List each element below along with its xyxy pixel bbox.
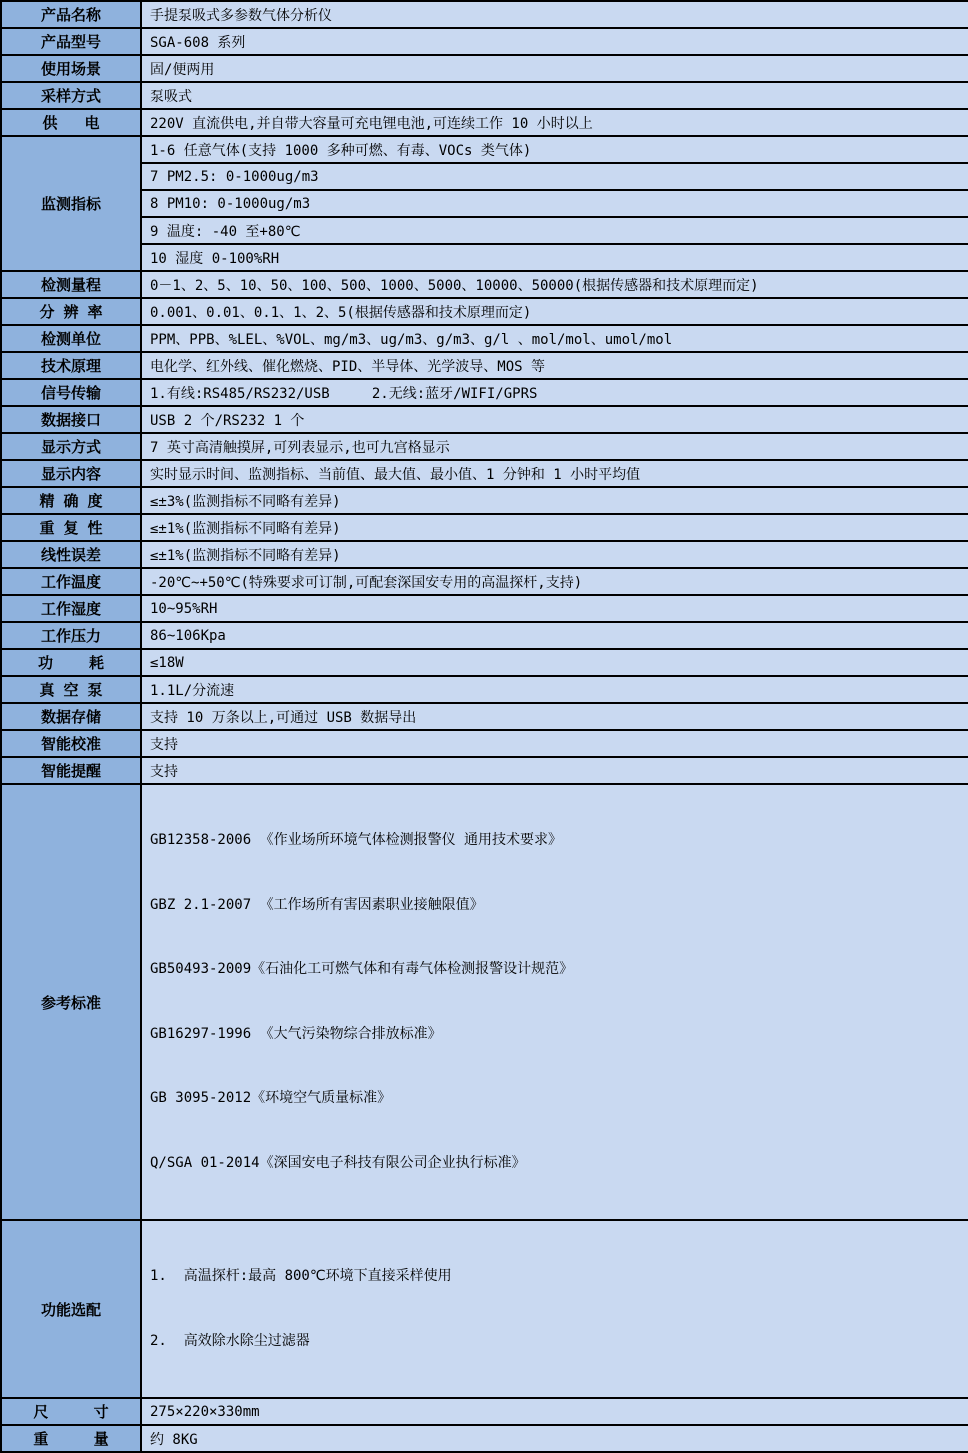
table-row-display-mode — [1, 433, 968, 460]
spec-value: 7 PM2.5: 0-1000ug/m3 — [141, 163, 968, 190]
spec-label: 线性误差 — [1, 541, 141, 568]
spec-value: SGA-608 系列 — [141, 28, 968, 55]
table-row-working-humidity — [1, 595, 968, 622]
spec-value: 9 温度: -40 至+80℃ — [141, 217, 968, 244]
spec-label: 尺 寸 — [1, 1398, 141, 1425]
spec-value: 10 湿度 0-100%RH — [141, 244, 968, 271]
spec-label: 精 确 度 — [1, 487, 141, 514]
table-row-working-temperature — [1, 568, 968, 595]
spec-value: 1-6 任意气体(支持 1000 多种可燃、有毒、VOCs 类气体) — [141, 136, 968, 163]
spec-label: 智能校准 — [1, 730, 141, 757]
standard-line: GB16297-1996 《大气污染物综合排放标准》 — [150, 1025, 442, 1042]
spec-label: 功 耗 — [1, 649, 141, 676]
table-row-power-consumption — [1, 649, 968, 676]
spec-label: 重 量 — [1, 1425, 141, 1452]
table-row-signal-transmission — [1, 379, 968, 406]
table-row-repeatability — [1, 514, 968, 541]
spec-label: 检测单位 — [1, 325, 141, 352]
spec-value: USB 2 个/RS232 1 个 — [141, 406, 968, 433]
spec-label: 采样方式 — [1, 82, 141, 109]
table-row-sampling-method — [1, 82, 968, 109]
table-row-detection-unit — [1, 325, 968, 352]
table-row-dimensions — [1, 1398, 968, 1425]
standard-line: GB 3095-2012《环境空气质量标准》 — [150, 1090, 392, 1106]
spec-label: 功能选配 — [1, 1220, 141, 1398]
spec-value: 10~95%RH — [141, 595, 968, 622]
spec-value: 约 8KG — [141, 1425, 968, 1452]
spec-value: 固/便两用 — [141, 55, 968, 82]
spec-value: 86~106Kpa — [141, 622, 968, 649]
table-row-weight — [1, 1425, 968, 1452]
standard-line: GBZ 2.1-2007 《工作场所有害因素职业接触限值》 — [150, 896, 484, 913]
spec-label: 数据接口 — [1, 406, 141, 433]
table-row-detection-range — [1, 271, 968, 298]
spec-label: 信号传输 — [1, 379, 141, 406]
spec-value: -20℃~+50℃(特殊要求可订制,可配套深国安专用的高温探杆,支持) — [141, 568, 968, 595]
spec-value — [141, 784, 968, 1220]
table-row-model — [1, 28, 968, 55]
spec-value: 支持 — [141, 730, 968, 757]
spec-value: 泵吸式 — [141, 82, 968, 109]
spec-label: 参考标准 — [1, 784, 141, 1220]
spec-value: 电化学、红外线、催化燃烧、PID、半导体、光学波导、MOS 等 — [141, 352, 968, 379]
table-row-working-pressure — [1, 622, 968, 649]
spec-value: 275×220×330mm — [141, 1398, 968, 1425]
spec-value — [141, 1220, 968, 1398]
spec-value: 支持 — [141, 757, 968, 784]
spec-label: 供 电 — [1, 109, 141, 136]
table-row-resolution — [1, 298, 968, 325]
spec-label: 技术原理 — [1, 352, 141, 379]
table-row-accuracy — [1, 487, 968, 514]
table-row-optional-features — [1, 1220, 968, 1398]
spec-label: 工作温度 — [1, 568, 141, 595]
spec-value: ≤±3%(监测指标不同略有差异) — [141, 487, 968, 514]
spec-label: 智能提醒 — [1, 757, 141, 784]
table-row-monitor-temperature — [1, 217, 968, 244]
table-row-monitor-humidity — [1, 244, 968, 271]
spec-value: PPM、PPB、%LEL、%VOL、mg/m3、ug/m3、g/m3、g/l 、mol/mol、umol/mol — [141, 325, 968, 352]
spec-value: 7 英寸高清触摸屏,可列表显示,也可九宫格显示 — [141, 433, 968, 460]
table-row-monitor-pm10 — [1, 190, 968, 217]
spec-value: 0.001、0.01、0.1、1、2、5(根据传感器和技术原理而定) — [141, 298, 968, 325]
spec-label: 监测指标 — [1, 136, 141, 271]
table-row-monitor-indicators — [1, 136, 968, 163]
spec-label: 产品名称 — [1, 1, 141, 28]
spec-value: ≤±1%(监测指标不同略有差异) — [141, 514, 968, 541]
table-row-data-storage — [1, 703, 968, 730]
spec-label: 分 辨 率 — [1, 298, 141, 325]
table-row-product-name — [1, 1, 968, 28]
spec-label: 重 复 性 — [1, 514, 141, 541]
spec-value: 220V 直流供电,并自带大容量可充电锂电池,可连续工作 10 小时以上 — [141, 109, 968, 136]
standard-line: GB50493-2009《石油化工可燃气体和有毒气体检测报警设计规范》 — [150, 961, 574, 977]
spec-value: 支持 10 万条以上,可通过 USB 数据导出 — [141, 703, 968, 730]
spec-label: 显示内容 — [1, 460, 141, 487]
spec-label: 使用场景 — [1, 55, 141, 82]
spec-label: 真 空 泵 — [1, 676, 141, 703]
spec-label: 产品型号 — [1, 28, 141, 55]
table-row-vacuum-pump — [1, 676, 968, 703]
table-row-smart-calibration — [1, 730, 968, 757]
table-row-data-interface — [1, 406, 968, 433]
table-row-display-content — [1, 460, 968, 487]
standard-line: GB12358-2006 《作业场所环境气体检测报警仪 通用技术要求》 — [150, 832, 563, 848]
spec-value: 1.1L/分流速 — [141, 676, 968, 703]
option-line: 1. 高温探杆:最高 800℃环境下直接采样使用 — [150, 1268, 452, 1284]
spec-value: 实时显示时间、监测指标、当前值、最大值、最小值、1 分钟和 1 小时平均值 — [141, 460, 968, 487]
option-line: 2. 高效除水除尘过滤器 — [150, 1332, 310, 1349]
spec-label: 显示方式 — [1, 433, 141, 460]
spec-value: 8 PM10: 0-1000ug/m3 — [141, 190, 968, 217]
spec-label: 数据存储 — [1, 703, 141, 730]
spec-value: 1.有线:RS485/RS232/USB 2.无线:蓝牙/WIFI/GPRS — [141, 379, 968, 406]
table-row-tech-principle — [1, 352, 968, 379]
spec-label: 工作湿度 — [1, 595, 141, 622]
table-row-linearity-error — [1, 541, 968, 568]
table-row-power-supply — [1, 109, 968, 136]
spec-label: 检测量程 — [1, 271, 141, 298]
table-row-monitor-pm25 — [1, 163, 968, 190]
spec-value: 手提泵吸式多参数气体分析仪 — [141, 1, 968, 28]
table-row-usage-scene — [1, 55, 968, 82]
standard-line: Q/SGA 01-2014《深国安电子科技有限公司企业执行标准》 — [150, 1154, 526, 1171]
spec-value: ≤±1%(监测指标不同略有差异) — [141, 541, 968, 568]
table-row-reference-standards — [1, 784, 968, 1220]
table-row-smart-reminder — [1, 757, 968, 784]
spec-label: 工作压力 — [1, 622, 141, 649]
spec-value: 0－1、2、5、10、50、100、500、1000、5000、10000、50000(根据传感器和技术原理而定) — [141, 271, 968, 298]
spec-value: ≤18W — [141, 649, 968, 676]
